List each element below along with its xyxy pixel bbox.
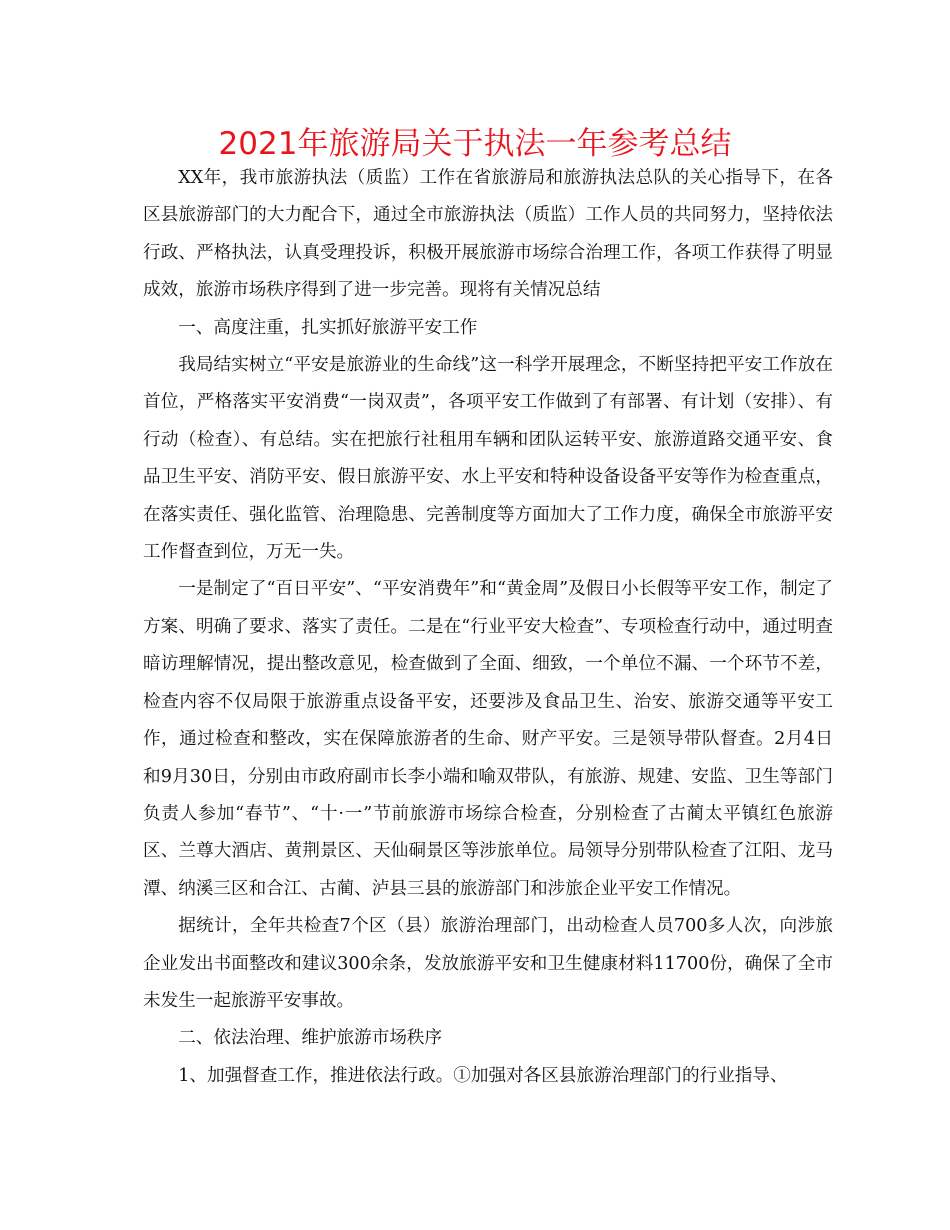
document-title: 2021年旅游局关于执法一年参考总结 — [218, 126, 732, 162]
document-body — [143, 160, 833, 1095]
section-heading-1: 一、高度注重，扎实抓好旅游平安工作 — [178, 317, 478, 338]
paragraph-intro: XX年，我市旅游执法（质监）工作在省旅游局和旅游执法总队的关心指导下，在各区县旅游部门的大力配合下，通过全市旅游执法（质监）工作人员的共同努力，坚持依法行政、严格执法，认真受理投诉，积极开展旅游市场综合治理工作，各项工作获得了明显成效，旅游市场秩序得到了进一步完善。现将有关情况总结 — [143, 168, 833, 301]
section-heading-2: 二、依法治理、维护旅游市场秩序 — [178, 1028, 443, 1049]
paragraph-supervision: 1、加强督查工作，推进依法行政。①加强对各区县旅游治理部门的行业指导、 — [178, 1065, 788, 1086]
paragraph-statistics: 据统计，全年共检查7个区（县）旅游治理部门，出动检查人员700多人次，向涉旅企业发出书面整改和建议300余条，发放旅游平安和卫生健康材料11700份，确保了全市未发生一起旅游平安事故。 — [143, 916, 833, 1011]
paragraph-safety-measures: 一是制定了“百日平安”、“平安消费年”和“黄金周”及假日小长假等平安工作，制定了方案、明确了要求、落实了责任。二是在“行业平安大检查”、专项检查行动中，通过明查暗访理解情况，提出整改意见，检查做到了全面、细致，一个单位不漏、一个环节不差，检查内容不仅局限于旅游重点设备平安，还要涉及食品卫生、治安、旅游交通等平安工作，通过检查和整改，实在保障旅游者的生命、财产平安。三是领导带队督查。2月4日和9月30日，分别由市政府副市长李小端和喻双带队，有旅游、规建、安监、卫生等部门负责人参加“春节”、“十·一”节前旅游市场综合检查，分别检查了古蔺太平镇红色旅游区、兰尊大酒店、黄荆景区、天仙硐景区等涉旅单位。局领导分别带队检查了江阳、龙马潭、纳溪三区和合江、古蔺、泸县三县的旅游部门和涉旅企业平安工作情况。 — [143, 579, 833, 899]
paragraph-safety-concept: 我局结实树立“平安是旅游业的生命线”这一科学开展理念，不断坚持把平安工作放在首位，严格落实平安消费“一岗双责”，各项平安工作做到了有部署、有计划（安排）、有行动（检查）、有总结。实在把旅行社租用车辆和团队运转平安、旅游道路交通平安、食品卫生平安、消防平安、假日旅游平安、水上平安和特种设备设备平安等作为检查重点，在落实责任、强化监管、治理隐患、完善制度等方面加大了工作力度，确保全市旅游平安工作督查到位，万无一失。 — [143, 355, 833, 563]
